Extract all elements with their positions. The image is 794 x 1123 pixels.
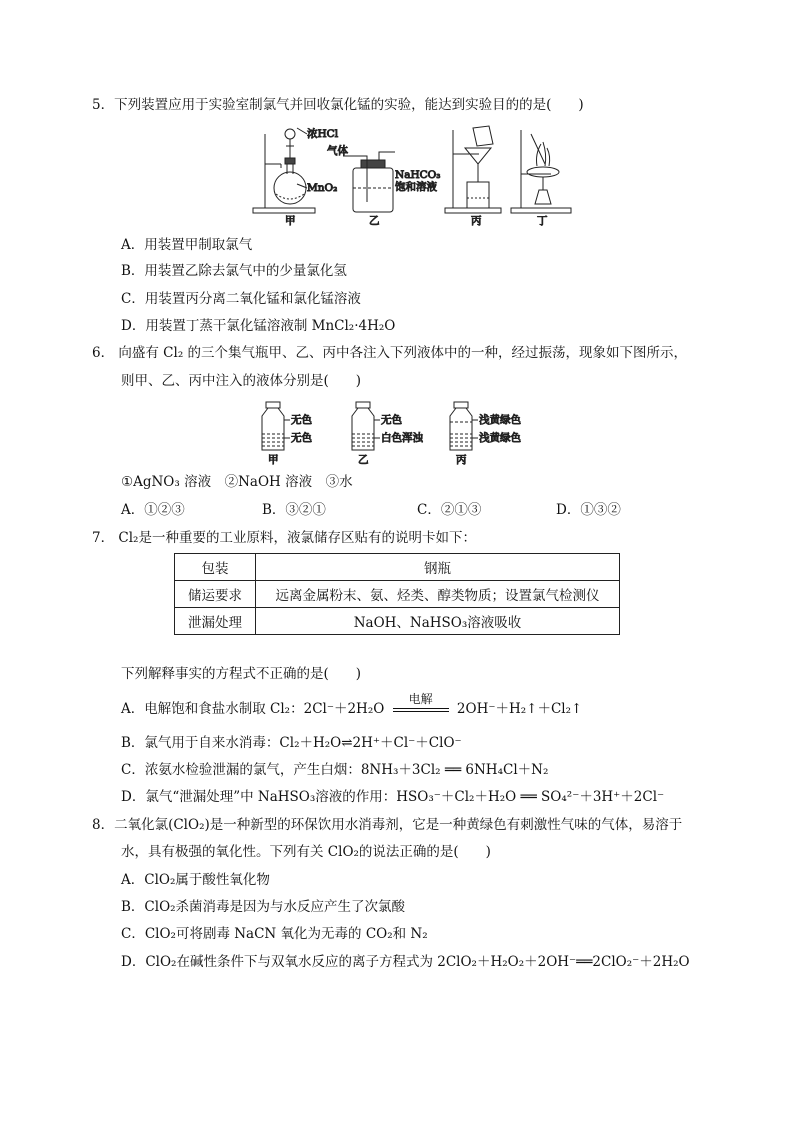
q5-option-b: B．用装置乙除去氯气中的少量氯化氢 (121, 263, 347, 279)
q7-option-c: C．浓氨水检验泄漏的氯气，产生白烟：8NH₃＋3Cl₂ ══ 6NH₄Cl＋N₂ (121, 762, 549, 778)
q7-option-b: B．氯气用于自来水消毒：Cl₂＋H₂O⇌2H⁺＋Cl⁻＋ClO⁻ (121, 735, 462, 751)
table-row (175, 581, 620, 608)
yi-top-label: 无色 (381, 414, 402, 426)
electrolysis-arrow (391, 692, 451, 718)
q6-liquids: ①AgNO₃ 溶液 ②NaOH 溶液 ③水 (121, 474, 353, 490)
jia-bottom-label: 无色 (291, 432, 312, 444)
q5-stem: 5．下列装置应用于实验室制氯气并回收氯化锰的实验，能达到实验目的的是( ) (92, 97, 584, 113)
table-row (175, 554, 620, 581)
q7-stem: 7． Cl₂是一种重要的工业原料，液氯储存区贴有的说明卡如下： (92, 530, 476, 546)
q6-option-c: C．②①③ (417, 502, 482, 518)
mno2-label: MnO₂ (307, 182, 338, 194)
q6-fig-label-yi: 乙 (358, 454, 369, 466)
electrolysis-condition: 电解 (408, 692, 433, 706)
fig-label-jia: 甲 (285, 215, 296, 227)
fig-label-yi: 乙 (369, 215, 380, 227)
sat-soln-label: 饱和溶液 (395, 181, 437, 193)
jia-top-label: 无色 (291, 414, 312, 426)
yi-bottom-label: 白色浑浊 (381, 432, 423, 444)
q5-option-c: C．用装置丙分离二氧化锰和氯化锰溶液 (121, 291, 361, 307)
table-key-packaging: 包装 (175, 554, 256, 581)
table-value-leak: NaOH、NaHSO₃溶液吸收 (256, 608, 620, 635)
q6-fig-label-jia: 甲 (268, 454, 279, 466)
q8-option-c: C．ClO₂可将剧毒 NaCN 氧化为无毒的 CO₂和 N₂ (121, 926, 428, 942)
q7-question: 下列解释事实的方程式不正确的是( ) (121, 666, 362, 682)
q6-option-a: A．①②③ (121, 502, 185, 518)
q7-option-d: D．氯气“泄漏处理”中 NaHSO₃溶液的作用：HSO₃⁻＋Cl₂＋H₂O ══ SO₄²⁻＋3H⁺＋2Cl⁻ (121, 789, 665, 805)
table-value-packaging: 钢瓶 (256, 554, 620, 581)
table-key-storage: 储运要求 (175, 581, 256, 608)
conc-hcl-label: 浓HCl (307, 128, 339, 140)
q6-option-d: D．①③② (556, 502, 621, 518)
q7-option-a (121, 692, 583, 718)
q6-fig-label-bing: 丙 (456, 454, 467, 466)
q7-option-a-products: 2OH⁻＋H₂↑＋Cl₂↑ (456, 701, 583, 717)
q8-option-d: D．ClO₂在碱性条件下与双氧水反应的离子方程式为 2ClO₂＋H₂O₂＋2OH⁻══2ClO₂⁻＋2H₂O (121, 954, 690, 970)
q8-option-b: B．ClO₂杀菌消毒是因为与水反应产生了次氯酸 (121, 899, 406, 915)
q7-option-a-text: A．电解饱和食盐水制取 Cl₂：2Cl⁻＋2H₂O (121, 701, 385, 717)
q6-bottles-figure (256, 400, 556, 466)
nahco3-label: NaHCO₃ (395, 169, 441, 181)
q5-apparatus-figure (245, 124, 575, 228)
q8-stem-line2: 水，具有极强的氧化性。下列有关 ClO₂的说法正确的是( ) (121, 844, 491, 860)
bing-top-label: 浅黄绿色 (479, 414, 521, 426)
q7-spec-table (174, 553, 620, 635)
q6-option-b: B．③②① (262, 502, 326, 518)
fig-label-bing: 丙 (471, 215, 482, 227)
q6-stem-line1: 6． 向盛有 Cl₂ 的三个集气瓶甲、乙、丙中各注入下列液体中的一种，经过振荡，现象如下图所示， (92, 345, 688, 361)
fig-label-ding: 丁 (537, 215, 548, 227)
table-row (175, 608, 620, 635)
gas-label: 气体 (327, 145, 348, 157)
q5-option-a: A．用装置甲制取氯气 (121, 237, 253, 253)
q8-stem-line1: 8．二氧化氯(ClO₂)是一种新型的环保饮用水消毒剂，它是一种黄绿色有刺激性气味的气体，易溶于 (92, 817, 683, 833)
q8-option-a: A．ClO₂属于酸性氧化物 (121, 872, 270, 888)
q6-stem-line2: 则甲、乙、丙中注入的液体分别是( ) (121, 373, 362, 389)
table-value-storage: 远离金属粉末、氨、烃类、醇类物质；设置氯气检测仪 (256, 581, 620, 608)
q5-option-d: D．用装置丁蒸干氯化锰溶液制 MnCl₂·4H₂O (121, 318, 396, 334)
table-key-leak: 泄漏处理 (175, 608, 256, 635)
bing-bottom-label: 浅黄绿色 (479, 432, 521, 444)
